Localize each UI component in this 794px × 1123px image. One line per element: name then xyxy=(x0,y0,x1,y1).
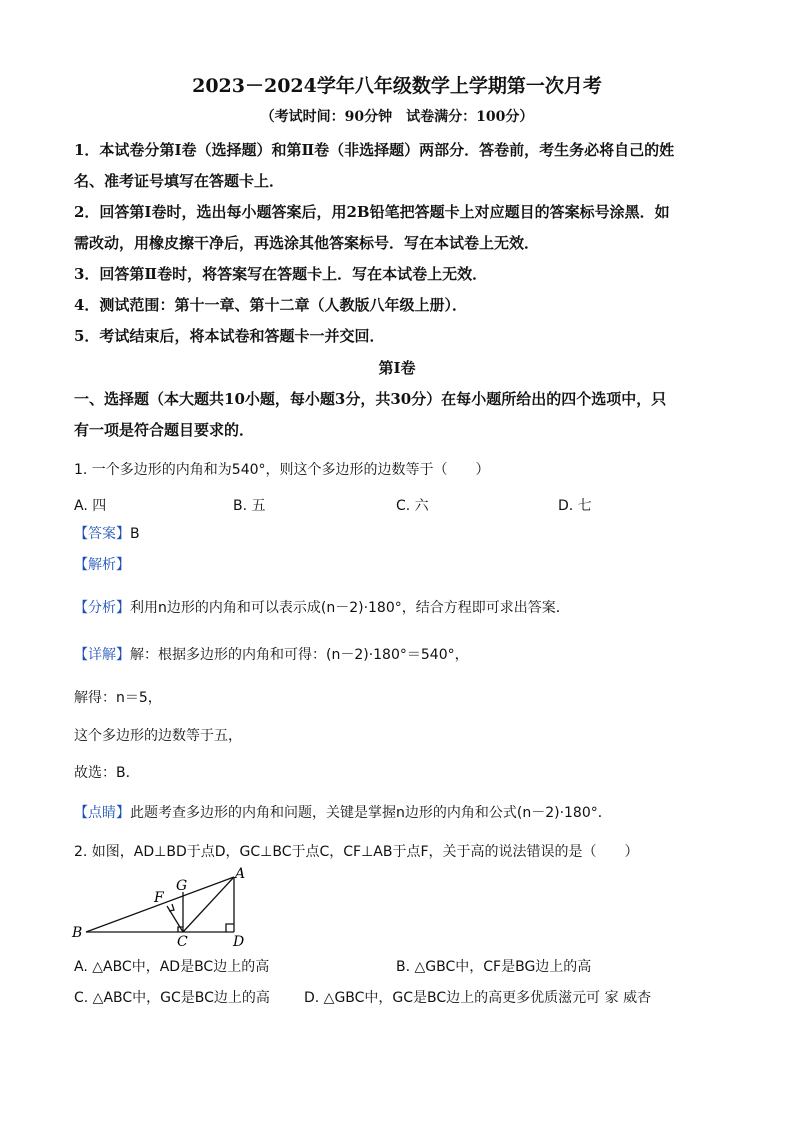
instruction-line: 1．本试卷分第Ⅰ卷（选择题）和第Ⅱ卷（非选择题）两部分．答卷前，考生务必将自己的姓 xyxy=(74,141,675,159)
answer-tag: 【答案】 xyxy=(74,526,130,542)
section-title: 第Ⅰ卷 xyxy=(378,359,416,377)
label-g: G xyxy=(176,878,188,894)
q1-solve: 解得：n＝5， xyxy=(74,690,162,706)
dianjing-text: 此题考查多边形的内角和问题，关键是掌握n边形的内角和公式(n－2)·180°． xyxy=(130,805,612,821)
dianjing-tag: 【点睛】 xyxy=(74,805,130,821)
label-d: D xyxy=(233,934,245,950)
q2-option-d: D. △GBC中，GC是BC边上的高更多优质滋元可 家 威杏 xyxy=(304,990,652,1006)
q1-fenxi xyxy=(74,596,720,620)
q1-option-c: C. 六 xyxy=(396,498,429,514)
q1-analysis xyxy=(74,553,720,577)
q1-stem: 1. 一个多边形的内角和为540°，则这个多边形的边数等于（ ） xyxy=(74,462,490,478)
instruction-line: 5．考试结束后，将本试卷和答题卡一并交回． xyxy=(74,327,385,345)
xiangjie-tag: 【详解】 xyxy=(74,647,130,663)
instruction-line: 3．回答第Ⅱ卷时，将答案写在答题卡上．写在本试卷上无效． xyxy=(74,265,488,283)
xiangjie-text: 解：根据多边形的内角和可得：(n－2)·180°＝540°， xyxy=(130,647,469,663)
instruction-line: 4．测试范围：第十一章、第十二章（人教版八年级上册）． xyxy=(74,296,467,314)
label-a: A xyxy=(235,866,246,882)
q2-stem: 2. 如图，AD⊥BD于点D，GC⊥BC于点C，CF⊥AB于点F，关于高的说法错误的是（ ） xyxy=(74,844,639,860)
q1-conclusion: 这个多边形的边数等于五， xyxy=(74,728,242,744)
q2-option-b: B. △GBC中，CF是BG边上的高 xyxy=(396,959,592,975)
instruction-line: 名、准考证号填写在答题卡上． xyxy=(74,172,285,190)
segment-cf xyxy=(167,906,183,932)
part-header-line: 一、选择题（本大题共10小题，每小题3分，共30分）在每小题所给出的四个选项中，只 xyxy=(74,390,667,408)
q1-dianjing xyxy=(74,801,720,825)
label-f: F xyxy=(154,890,164,906)
q1-option-b: B. 五 xyxy=(233,498,266,514)
paper-title: 2023－2024学年八年级数学上学期第一次月考 xyxy=(192,75,602,97)
label-c: C xyxy=(177,934,188,950)
analysis-tag: 【解析】 xyxy=(74,557,130,573)
fenxi-tag: 【分析】 xyxy=(74,600,130,616)
instruction-line: 需改动，用橡皮擦干净后，再选涂其他答案标号．写在本试卷上无效． xyxy=(74,234,540,252)
fenxi-text: 利用n边形的内角和可以表示成(n－2)·180°，结合方程即可求出答案． xyxy=(130,600,570,616)
q2-option-a: A. △ABC中，AD是BC边上的高 xyxy=(74,959,270,975)
q1-option-d: D. 七 xyxy=(558,498,592,514)
part-header-line: 有一项是符合题目要求的． xyxy=(74,421,255,439)
q2-option-c: C. △ABC中，GC是BC边上的高 xyxy=(74,990,270,1006)
instruction-line: 2．回答第Ⅰ卷时，选出每小题答案后，用2B铅笔把答题卡上对应题目的答案标号涂黑．如 xyxy=(74,203,670,221)
q2-figure xyxy=(70,866,260,950)
paper-subtitle: （考试时间：90分钟 试卷满分：100分） xyxy=(260,109,534,125)
label-b: B xyxy=(72,925,83,941)
answer-value: B xyxy=(130,526,140,542)
q1-choice: 故选：B． xyxy=(74,765,140,781)
q1-answer xyxy=(74,522,720,546)
q1-option-a: A. 四 xyxy=(74,498,107,514)
q1-xiangjie xyxy=(74,643,720,667)
right-angle-d xyxy=(226,924,234,932)
